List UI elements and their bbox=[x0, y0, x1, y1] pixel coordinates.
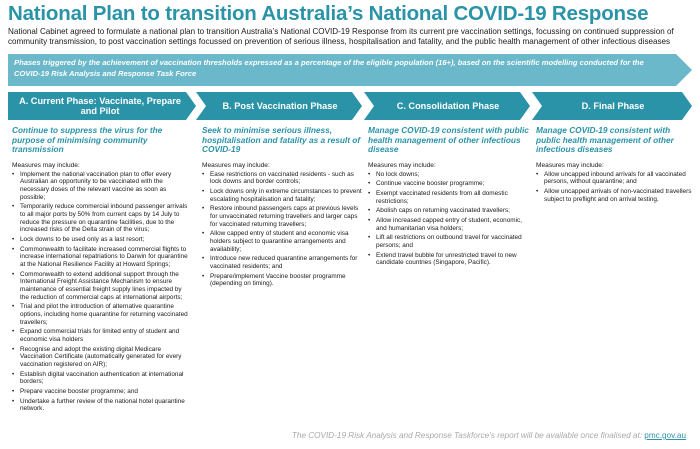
phase-column-d bbox=[536, 126, 692, 205]
bullet-icon: • bbox=[12, 236, 15, 244]
measures-list bbox=[368, 171, 530, 267]
phase-heading: Continue to suppress the virus for the purpose of minimising community transmission bbox=[12, 125, 163, 155]
bullet-icon: • bbox=[12, 303, 15, 311]
measure-text: No lock downs; bbox=[376, 170, 420, 178]
measure-text: Implement the national vaccination plan to offer every Australian an opportunity to be vaccinated with the necessary doses of the relevant vaccine as soon as possible; bbox=[20, 170, 172, 201]
phase-label-c: C. Consolidation Phase bbox=[396, 100, 500, 111]
bullet-icon: • bbox=[368, 207, 371, 215]
bullet-icon: • bbox=[202, 230, 205, 238]
measures-label: Measures may include: bbox=[368, 161, 436, 169]
measure-text: Exempt vaccinated residents from all domestic restrictions; bbox=[376, 190, 508, 205]
measure-text: Allow uncapped inbound arrivals for all vaccinated persons, without quarantine; and bbox=[544, 170, 686, 186]
measure-item bbox=[368, 234, 530, 249]
measure-text: Allow uncapped arrivals of non-vaccinated travellers subject to preflight and on arrival testing. bbox=[544, 188, 692, 203]
footer-text: The COVID-19 Risk Analysis and Response Taskforce’s report will be available once finalised at: bbox=[291, 431, 645, 440]
measure-item bbox=[12, 388, 192, 396]
measure-text: Trial and pilot the introduction of alternative quarantine options, including home quarantine for returning vaccinated travellers; bbox=[20, 303, 188, 326]
measure-text: Extend travel bubble for unrestricted travel to new candidate countries (Singapore, Pacific). bbox=[376, 251, 517, 267]
measure-item bbox=[536, 188, 692, 203]
phase-heading: Manage COVID-19 consistent with public health management of other infectious diseases bbox=[536, 125, 674, 155]
measure-text: Ease restrictions on vaccinated residents - such as lock downs and border controls; bbox=[210, 170, 354, 186]
measures-list bbox=[12, 171, 192, 413]
bullet-icon: • bbox=[12, 170, 15, 178]
measure-text: Undertake a further review of the national hotel quarantine network. bbox=[20, 397, 185, 413]
measure-item bbox=[202, 273, 362, 288]
measures-list bbox=[202, 171, 362, 288]
phase-label-a: A. Current Phase: Vaccinate, Prepare and Pilot bbox=[19, 95, 181, 116]
measure-item bbox=[368, 217, 530, 232]
measure-text: Prepare vaccine booster programme; and bbox=[20, 387, 138, 395]
bullet-icon: • bbox=[536, 170, 539, 178]
measure-text: Recognise and adopt the existing digital Medicare Vaccination Certificate (automatically generated for every vaccination registered on AIR); bbox=[20, 345, 182, 368]
measure-item bbox=[12, 171, 192, 202]
banner-text: Phases triggered by the achievement of vaccination thresholds expressed as a percentage of the eligible population (16+), based on the scientific modelling conducted for the COVID-19 Risk Analysis and Response Task Force bbox=[14, 58, 644, 78]
bullet-icon: • bbox=[12, 370, 15, 378]
bullet-icon: • bbox=[368, 234, 371, 242]
measure-item bbox=[12, 328, 192, 343]
bullet-icon: • bbox=[202, 188, 205, 196]
measure-item bbox=[12, 236, 192, 244]
measure-text: Commonwealth to extend additional support through the International Freight Assistance Mechanism to ensure maintenance of essential freight supply lines impacted by the reduction of commercial caps at international airports; bbox=[20, 270, 183, 301]
phase-heading: Manage COVID-19 consistent with public health management of other infectious disease bbox=[368, 125, 529, 155]
measure-text: Expand commercial trials for limited entry of student and economic visa holders bbox=[20, 328, 180, 343]
bullet-icon: • bbox=[12, 387, 15, 395]
measure-text: Commonwealth to facilitate increased commercial flights to increase international repatriations to Darwin for quarantine at the National Resilience Facility at Howard Springs; bbox=[20, 245, 188, 268]
measure-item bbox=[202, 230, 362, 253]
phase-arrow-a bbox=[8, 92, 196, 120]
bullet-icon: • bbox=[368, 190, 371, 198]
phase-column-a bbox=[12, 126, 192, 415]
measure-item bbox=[12, 203, 192, 234]
measure-item bbox=[202, 205, 362, 228]
measure-item bbox=[12, 271, 192, 302]
measures-label: Measures may include: bbox=[536, 161, 604, 169]
measure-text: Abolish caps on returning vaccinated travellers; bbox=[376, 207, 510, 215]
measures-label: Measures may include: bbox=[12, 161, 80, 169]
pmc-link[interactable]: pmc.gov.au bbox=[644, 431, 686, 440]
measure-text: Introduce new reduced quarantine arrangements for vaccinated residents; and bbox=[210, 255, 358, 270]
measure-item bbox=[202, 188, 362, 203]
measure-text: Continue vaccine booster programme; bbox=[376, 180, 485, 188]
measure-text: Prepare/implement Vaccine booster programme (depending on timing). bbox=[210, 272, 346, 288]
phase-column-c bbox=[368, 126, 530, 269]
phase-label-d: D. Final Phase bbox=[581, 100, 645, 111]
bullet-icon: • bbox=[202, 255, 205, 263]
bullet-icon: • bbox=[12, 245, 15, 253]
measure-item bbox=[368, 207, 530, 215]
measure-text: Restore inbound passengers caps at previous levels for unvaccinated returning travellers and larger caps for vaccinated returning travellers; bbox=[210, 205, 359, 228]
measure-text: Allow increased capped entry of student, economic, and humanitarian visa holders; bbox=[376, 217, 523, 232]
bullet-icon: • bbox=[12, 345, 15, 353]
bullet-icon: • bbox=[202, 272, 205, 280]
phase-label-b: B. Post Vaccination Phase bbox=[222, 100, 338, 111]
phase-trigger-banner bbox=[8, 54, 692, 86]
bullet-icon: • bbox=[368, 180, 371, 188]
phase-arrow-d bbox=[532, 92, 692, 120]
measure-text: Lock downs to be used only as a last resort; bbox=[20, 236, 145, 244]
measure-item bbox=[368, 180, 530, 188]
bullet-icon: • bbox=[368, 251, 371, 259]
measures-list bbox=[536, 171, 692, 204]
measure-item bbox=[536, 171, 692, 186]
measure-item bbox=[12, 371, 192, 386]
bullet-icon: • bbox=[368, 217, 371, 225]
bullet-icon: • bbox=[12, 397, 15, 405]
phase-arrow-b bbox=[196, 92, 362, 120]
measure-item bbox=[12, 303, 192, 326]
bullet-icon: • bbox=[202, 205, 205, 213]
bullet-icon: • bbox=[202, 170, 205, 178]
bullet-icon: • bbox=[12, 203, 15, 211]
phase-heading: Seek to minimise serious illness, hospitalisation and fatality as a result of COVID-19 bbox=[202, 125, 361, 155]
measure-text: Lift all restrictions on outbound travel for vaccinated persons; and bbox=[376, 234, 522, 250]
measure-text: Establish digital vaccination authentication at international borders; bbox=[20, 370, 184, 386]
bullet-icon: • bbox=[12, 328, 15, 336]
measure-item bbox=[12, 246, 192, 269]
measure-text: Temporarily reduce commercial inbound passenger arrivals to all major ports by 50% from current caps by 14 July to reduce the pressure on quarantine facilities, due to the increased risks of the Delta strain of the virus; bbox=[20, 203, 188, 234]
measure-item bbox=[368, 190, 530, 205]
measures-label: Measures may include: bbox=[202, 161, 270, 169]
measure-item bbox=[368, 252, 530, 267]
measure-item bbox=[12, 398, 192, 413]
measure-text: Lock downs only in extreme circumstances to prevent escalating hospitalisation and fatality; bbox=[210, 188, 362, 203]
footer-note bbox=[292, 431, 686, 440]
phase-column-b bbox=[202, 126, 362, 290]
measure-text: Allow capped entry of student and economic visa holders subject to quarantine arrangements and availability; bbox=[210, 230, 349, 253]
phase-arrow-c bbox=[364, 92, 530, 120]
intro-paragraph: National Cabinet agreed to formulate a national plan to transition Australia’s National COVID-19 Response from its current pre vaccination settings, focussing on continued suppression of community transmission, to post vaccination settings focussed on prevention of serious illness, hospitalisation and fatality, and the public health management of other infectious diseases bbox=[8, 27, 674, 46]
measure-item bbox=[368, 171, 530, 179]
bullet-icon: • bbox=[368, 170, 371, 178]
measure-item bbox=[202, 171, 362, 186]
measure-item bbox=[12, 346, 192, 369]
bullet-icon: • bbox=[536, 188, 539, 196]
page-title: National Plan to transition Australia’s National COVID-19 Response bbox=[8, 2, 649, 25]
bullet-icon: • bbox=[12, 270, 15, 278]
phase-arrows bbox=[8, 92, 692, 120]
measure-item bbox=[202, 255, 362, 270]
